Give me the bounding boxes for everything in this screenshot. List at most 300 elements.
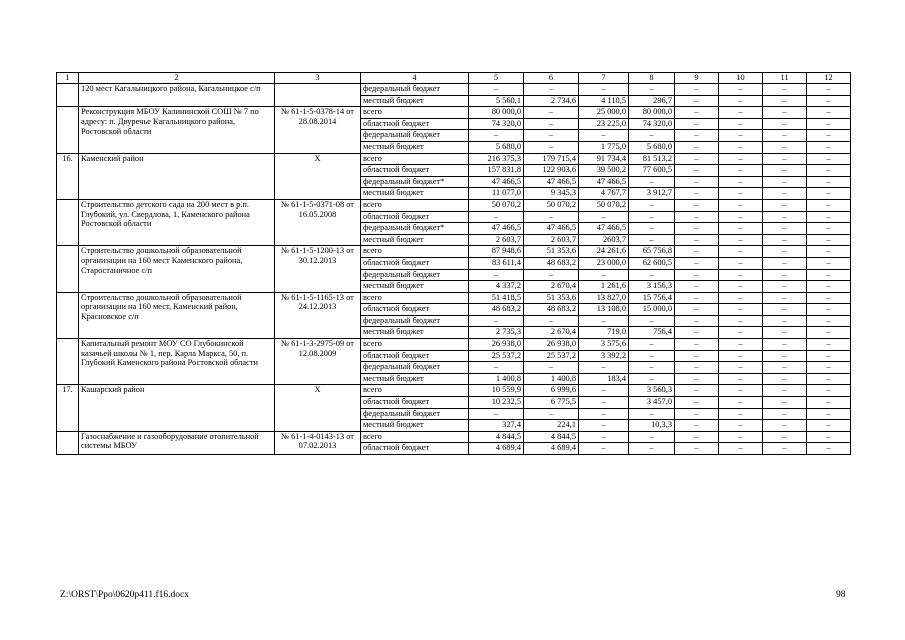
column-number-cell: 1 (57, 73, 79, 84)
table-row (57, 246, 851, 258)
amount-cell: 2 603,7 (524, 234, 579, 246)
amount-cell: 9 345,3 (524, 188, 579, 200)
amount-cell: 122 903,6 (524, 165, 579, 177)
amount-cell: 50 070,2 (579, 199, 629, 211)
amount-cell: – (763, 385, 807, 397)
amount-cell: – (807, 304, 851, 316)
amount-cell: 47 466,5 (524, 176, 579, 188)
table-row (57, 153, 851, 165)
amount-cell: 47 466,5 (469, 176, 524, 188)
amount-cell: – (807, 420, 851, 432)
amount-cell: 1 400,8 (469, 373, 524, 385)
row-number: 17. (57, 385, 79, 431)
amount-cell: – (807, 107, 851, 119)
amount-cell: 51 353,6 (524, 246, 579, 258)
amount-cell: – (763, 153, 807, 165)
amount-cell: – (469, 315, 524, 327)
amount-cell: – (579, 397, 629, 409)
amount-cell: – (579, 315, 629, 327)
amount-cell: 48 683,2 (524, 257, 579, 269)
amount-cell: 10,3,3 (629, 420, 675, 432)
amount-cell: 15 756,4 (629, 292, 675, 304)
amount-cell: 23 225,0 (579, 118, 629, 130)
amount-cell: – (719, 211, 763, 223)
amount-cell: – (719, 165, 763, 177)
amount-cell: – (719, 153, 763, 165)
amount-cell: 47 466,5 (579, 176, 629, 188)
amount-cell: – (524, 84, 579, 96)
amount-cell: – (763, 373, 807, 385)
amount-cell: 4 767,7 (579, 188, 629, 200)
amount-cell: 3 912,7 (629, 188, 675, 200)
column-number-cell: 4 (361, 73, 469, 84)
amount-cell: 62 600,5 (629, 257, 675, 269)
amount-cell: – (763, 269, 807, 281)
budget-source: областной бюджет (361, 350, 469, 362)
amount-cell: – (675, 327, 719, 339)
amount-cell: – (469, 130, 524, 142)
amount-cell: – (524, 315, 579, 327)
amount-cell: – (524, 107, 579, 119)
amount-cell: – (469, 84, 524, 96)
object-name: Капитальный ремонт МОУ СО Глубокинской казачьей школы № 1, пер. Карла Маркса, 50, п. Глубокий Каменского района Ростовской области (79, 339, 275, 385)
amount-cell: – (675, 211, 719, 223)
amount-cell: – (675, 130, 719, 142)
amount-cell: 1 775,0 (579, 141, 629, 153)
amount-cell: – (763, 292, 807, 304)
amount-cell: – (579, 362, 629, 374)
amount-cell: – (763, 234, 807, 246)
budget-source: федеральный бюджет (361, 130, 469, 142)
amount-cell: – (763, 211, 807, 223)
amount-cell: – (807, 165, 851, 177)
page-number: 98 (836, 590, 846, 600)
column-number-cell: 8 (629, 73, 675, 84)
budget-source: местный бюджет (361, 234, 469, 246)
row-number (57, 292, 79, 338)
amount-cell: – (763, 141, 807, 153)
amount-cell: 216 375,3 (469, 153, 524, 165)
amount-cell: 13 827,0 (579, 292, 629, 304)
amount-cell: – (807, 246, 851, 258)
amount-cell: – (763, 362, 807, 374)
amount-cell: – (675, 315, 719, 327)
amount-cell: – (763, 84, 807, 96)
amount-cell: – (763, 350, 807, 362)
amount-cell: – (579, 84, 629, 96)
amount-cell: – (629, 431, 675, 443)
budget-source: всего (361, 246, 469, 258)
amount-cell: 3 392,2 (579, 350, 629, 362)
amount-cell: – (807, 153, 851, 165)
amount-cell: – (524, 211, 579, 223)
amount-cell: 2 735,3 (469, 327, 524, 339)
amount-cell: – (675, 420, 719, 432)
amount-cell: – (675, 397, 719, 409)
budget-source: местный бюджет (361, 281, 469, 293)
budget-source: федеральный бюджет* (361, 223, 469, 235)
amount-cell: – (807, 362, 851, 374)
budget-source: областной бюджет (361, 304, 469, 316)
amount-cell: – (763, 223, 807, 235)
amount-cell: 4 689,4 (469, 443, 524, 455)
budget-source: федеральный бюджет (361, 408, 469, 420)
amount-cell: – (763, 130, 807, 142)
budget-source: местный бюджет (361, 327, 469, 339)
amount-cell: – (719, 199, 763, 211)
amount-cell: 2 670,4 (524, 281, 579, 293)
amount-cell: – (763, 281, 807, 293)
amount-cell: – (719, 408, 763, 420)
budget-source: всего (361, 199, 469, 211)
amount-cell: – (719, 315, 763, 327)
amount-cell: – (629, 408, 675, 420)
column-number-cell: 3 (275, 73, 361, 84)
amount-cell: 10 232,5 (469, 397, 524, 409)
amount-cell: – (629, 443, 675, 455)
amount-cell: – (675, 107, 719, 119)
registration-number: № 61-1-5-1165-13 от 24.12.2013 (275, 292, 361, 338)
amount-cell: – (675, 246, 719, 258)
object-name: Реконструкция МБОУ Калининской СОШ № 7 по адресу: п. Двуречье Кагальницкого района, Ростовской области (79, 107, 275, 153)
amount-cell: 6 775,5 (524, 397, 579, 409)
amount-cell: 47 466,5 (579, 223, 629, 235)
amount-cell: – (807, 130, 851, 142)
amount-cell: 11 077,0 (469, 188, 524, 200)
amount-cell: 48 683,2 (469, 304, 524, 316)
amount-cell: – (719, 304, 763, 316)
amount-cell: – (807, 188, 851, 200)
amount-cell: – (579, 431, 629, 443)
registration-number: № 61-1-3-2975-09 от 12.08.2009 (275, 339, 361, 385)
amount-cell: – (629, 130, 675, 142)
amount-cell: 48 683,2 (524, 304, 579, 316)
amount-cell: – (807, 223, 851, 235)
amount-cell: 3 560,3 (629, 385, 675, 397)
amount-cell: – (675, 234, 719, 246)
amount-cell: – (629, 362, 675, 374)
registration-number: № 61-1-5-1200-13 от 30.12.2013 (275, 246, 361, 292)
column-number-cell: 7 (579, 73, 629, 84)
amount-cell: – (807, 339, 851, 351)
amount-cell: – (719, 431, 763, 443)
column-number-cell: 9 (675, 73, 719, 84)
amount-cell: – (763, 431, 807, 443)
amount-cell: – (579, 130, 629, 142)
table-row (57, 84, 851, 96)
column-number-cell: 11 (763, 73, 807, 84)
amount-cell: – (807, 211, 851, 223)
amount-cell: – (579, 211, 629, 223)
object-name: Строительство дошкольной образовательной организации на 160 мест, Каменский район, Красновское с/п (79, 292, 275, 338)
amount-cell: – (675, 431, 719, 443)
amount-cell: 5 680,0 (469, 141, 524, 153)
amount-cell: 157 831,8 (469, 165, 524, 177)
amount-cell: – (719, 130, 763, 142)
amount-cell: – (719, 223, 763, 235)
amount-cell: 51 418,5 (469, 292, 524, 304)
amount-cell: – (719, 373, 763, 385)
amount-cell: – (719, 385, 763, 397)
amount-cell: 4 689,4 (524, 443, 579, 455)
amount-cell: – (675, 95, 719, 107)
amount-cell: – (763, 165, 807, 177)
amount-cell: – (807, 443, 851, 455)
budget-source: федеральный бюджет (361, 269, 469, 281)
table-row (57, 385, 851, 397)
amount-cell: 65 756,8 (629, 246, 675, 258)
amount-cell: – (524, 362, 579, 374)
amount-cell: – (675, 373, 719, 385)
amount-cell: – (719, 84, 763, 96)
amount-cell: – (675, 385, 719, 397)
amount-cell: – (675, 188, 719, 200)
registration-number: № 61-1-4-0143-13 от 07.02.2013 (275, 431, 361, 454)
amount-cell: 51 353,6 (524, 292, 579, 304)
amount-cell: 74 320,0 (629, 118, 675, 130)
amount-cell: 80 000,0 (469, 107, 524, 119)
amount-cell: 183,4 (579, 373, 629, 385)
amount-cell: 327,4 (469, 420, 524, 432)
budget-source: местный бюджет (361, 141, 469, 153)
amount-cell: – (807, 95, 851, 107)
amount-cell: – (763, 443, 807, 455)
amount-cell: 77 600,5 (629, 165, 675, 177)
amount-cell: – (675, 362, 719, 374)
amount-cell: 39 500,2 (579, 165, 629, 177)
amount-cell: – (807, 257, 851, 269)
amount-cell: – (675, 153, 719, 165)
budget-source: местный бюджет (361, 373, 469, 385)
amount-cell: – (719, 397, 763, 409)
amount-cell: 224,1 (524, 420, 579, 432)
amount-cell: – (763, 176, 807, 188)
amount-cell: – (579, 443, 629, 455)
registration-number: Х (275, 385, 361, 431)
amount-cell: 3 575,6 (579, 339, 629, 351)
amount-cell: – (579, 420, 629, 432)
amount-cell: – (469, 211, 524, 223)
row-number (57, 339, 79, 385)
amount-cell: – (807, 397, 851, 409)
amount-cell: – (763, 246, 807, 258)
amount-cell: 3 457,0 (629, 397, 675, 409)
amount-cell: 80 000,0 (629, 107, 675, 119)
amount-cell: 4 337,2 (469, 281, 524, 293)
amount-cell: 2 734,6 (524, 95, 579, 107)
amount-cell: – (675, 304, 719, 316)
budget-source: всего (361, 153, 469, 165)
amount-cell: – (763, 107, 807, 119)
amount-cell: – (807, 199, 851, 211)
amount-cell: – (719, 362, 763, 374)
column-number-cell: 12 (807, 73, 851, 84)
amount-cell: 47 466,5 (524, 223, 579, 235)
amount-cell: 87 948,6 (469, 246, 524, 258)
budget-source: областной бюджет (361, 397, 469, 409)
amount-cell: – (807, 281, 851, 293)
amount-cell: 13 108,0 (579, 304, 629, 316)
object-name: Газоснабжение и газооборудование отопительной системы МБОУ (79, 431, 275, 454)
budget-source: местный бюджет (361, 95, 469, 107)
amount-cell: – (629, 176, 675, 188)
amount-cell: – (807, 373, 851, 385)
registration-number (275, 84, 361, 107)
budget-source: всего (361, 339, 469, 351)
object-name: Кашарский район (79, 385, 275, 431)
amount-cell: 3 156,3 (629, 281, 675, 293)
amount-cell: – (763, 95, 807, 107)
amount-cell: – (719, 141, 763, 153)
amount-cell: – (675, 84, 719, 96)
column-number-cell: 2 (79, 73, 275, 84)
budget-source: областной бюджет (361, 211, 469, 223)
table-row (57, 107, 851, 119)
amount-cell: – (763, 327, 807, 339)
amount-cell: – (807, 118, 851, 130)
registration-number: Х (275, 153, 361, 199)
amount-cell: – (524, 141, 579, 153)
amount-cell: 179 715,4 (524, 153, 579, 165)
budget-source: местный бюджет (361, 420, 469, 432)
column-number-cell: 10 (719, 73, 763, 84)
amount-cell: – (719, 188, 763, 200)
amount-cell: – (579, 269, 629, 281)
amount-cell: – (629, 269, 675, 281)
amount-cell: 4 844,5 (524, 431, 579, 443)
amount-cell: 47 466,5 (469, 223, 524, 235)
budget-source: всего (361, 431, 469, 443)
amount-cell: – (579, 385, 629, 397)
amount-cell: – (807, 385, 851, 397)
amount-cell: 26 938,0 (524, 339, 579, 351)
amount-cell: 74 320,0 (469, 118, 524, 130)
amount-cell: – (763, 315, 807, 327)
column-number-row (57, 73, 851, 84)
amount-cell: – (719, 118, 763, 130)
amount-cell: – (524, 408, 579, 420)
amount-cell: – (675, 408, 719, 420)
row-number (57, 199, 79, 245)
amount-cell: 23 000,0 (579, 257, 629, 269)
amount-cell: – (763, 397, 807, 409)
amount-cell: – (719, 246, 763, 258)
budget-source: федеральный бюджет (361, 84, 469, 96)
amount-cell: – (675, 443, 719, 455)
amount-cell: – (675, 269, 719, 281)
table-row (57, 199, 851, 211)
amount-cell: – (763, 420, 807, 432)
table-row (57, 431, 851, 443)
amount-cell: – (719, 281, 763, 293)
amount-cell: – (719, 257, 763, 269)
amount-cell: – (675, 257, 719, 269)
amount-cell: – (675, 176, 719, 188)
amount-cell: 91 734,4 (579, 153, 629, 165)
amount-cell: – (807, 315, 851, 327)
amount-cell: 25 537,2 (469, 350, 524, 362)
amount-cell: – (763, 304, 807, 316)
budget-table (56, 72, 851, 455)
amount-cell: – (675, 118, 719, 130)
amount-cell: 1 261,6 (579, 281, 629, 293)
amount-cell: – (469, 408, 524, 420)
row-number (57, 246, 79, 292)
amount-cell: – (807, 84, 851, 96)
amount-cell: – (524, 118, 579, 130)
table-row (57, 339, 851, 351)
budget-source: областной бюджет (361, 257, 469, 269)
amount-cell: – (524, 269, 579, 281)
amount-cell: – (629, 223, 675, 235)
amount-cell: – (675, 165, 719, 177)
amount-cell: – (629, 234, 675, 246)
amount-cell: 719,0 (579, 327, 629, 339)
budget-source: федеральный бюджет (361, 315, 469, 327)
amount-cell: 25 537,2 (524, 350, 579, 362)
amount-cell: – (675, 141, 719, 153)
amount-cell: – (719, 95, 763, 107)
amount-cell: – (719, 350, 763, 362)
amount-cell: – (629, 199, 675, 211)
amount-cell: 81 513,2 (629, 153, 675, 165)
registration-number: № 61-1-5-0378-14 от 28.08.2014 (275, 107, 361, 153)
amount-cell: – (719, 292, 763, 304)
amount-cell: – (719, 176, 763, 188)
budget-source: всего (361, 385, 469, 397)
amount-cell: 6 999,6 (524, 385, 579, 397)
column-number-cell: 6 (524, 73, 579, 84)
amount-cell: – (675, 339, 719, 351)
amount-cell: – (629, 315, 675, 327)
amount-cell: 2 670,4 (524, 327, 579, 339)
amount-cell: – (763, 339, 807, 351)
amount-cell: 50 070,2 (524, 199, 579, 211)
file-path: Z:\ORST\Ppo\0620p411.f16.docx (60, 590, 189, 600)
object-name: Строительство дошкольной образовательной организации на 160 мест Каменского района, Старостаничное с/п (79, 246, 275, 292)
row-number (57, 107, 79, 153)
amount-cell: 10 559,9 (469, 385, 524, 397)
amount-cell: – (675, 223, 719, 235)
amount-cell: – (719, 269, 763, 281)
budget-source: областной бюджет (361, 443, 469, 455)
amount-cell: 2 603,7 (469, 234, 524, 246)
amount-cell: – (719, 443, 763, 455)
object-name: Каменский район (79, 153, 275, 199)
table-body (57, 73, 851, 455)
budget-source: областной бюджет (361, 118, 469, 130)
budget-source: федеральный бюджет* (361, 176, 469, 188)
amount-cell: – (524, 130, 579, 142)
amount-cell: – (629, 84, 675, 96)
amount-cell: – (763, 118, 807, 130)
amount-cell: – (719, 327, 763, 339)
amount-cell: – (807, 350, 851, 362)
column-number-cell: 5 (469, 73, 524, 84)
amount-cell: – (719, 339, 763, 351)
amount-cell: 1 400,8 (524, 373, 579, 385)
row-number (57, 84, 79, 107)
amount-cell: – (807, 176, 851, 188)
amount-cell: – (763, 408, 807, 420)
amount-cell: – (675, 292, 719, 304)
amount-cell: – (763, 257, 807, 269)
budget-source: областной бюджет (361, 165, 469, 177)
amount-cell: – (675, 199, 719, 211)
amount-cell: 5 680,0 (629, 141, 675, 153)
amount-cell: 83 611,4 (469, 257, 524, 269)
amount-cell: – (719, 420, 763, 432)
